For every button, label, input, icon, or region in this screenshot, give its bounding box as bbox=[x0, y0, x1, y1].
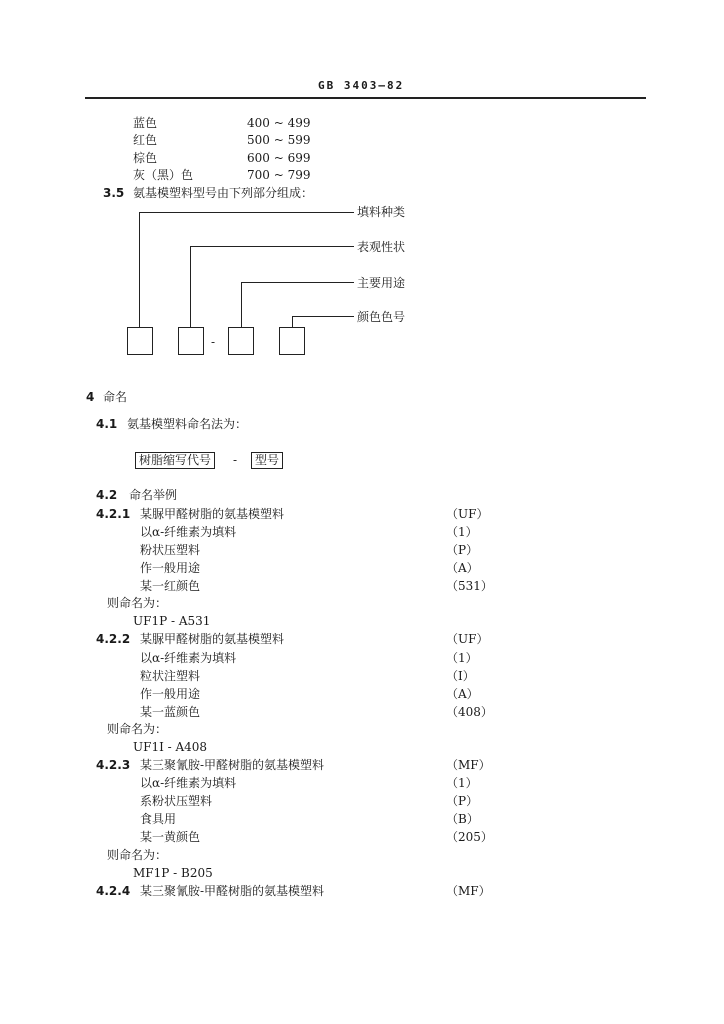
example-line: 作一般用途 bbox=[140, 561, 201, 575]
example-line: 某三聚氰胺-甲醛树脂的氨基模塑料 bbox=[140, 884, 325, 898]
example-line: 作一般用途 bbox=[140, 687, 201, 701]
example-number: 4.2.1 bbox=[96, 507, 131, 521]
result-label: 则命名为： bbox=[107, 596, 168, 610]
example-line: 以α-纤维素为填料 bbox=[140, 776, 237, 790]
section-number: 4.2 bbox=[96, 488, 118, 502]
result-code: MF1P - B205 bbox=[133, 866, 213, 880]
example-code: （408） bbox=[446, 705, 493, 719]
example-code: （UF） bbox=[446, 507, 489, 521]
example-code: （A） bbox=[446, 687, 479, 701]
example-code: （MF） bbox=[446, 758, 491, 772]
example-line: 某一黄颜色 bbox=[140, 830, 201, 844]
example-number: 4.2.4 bbox=[96, 884, 131, 898]
diagram-dash: - bbox=[211, 335, 216, 349]
example-code: （A） bbox=[446, 561, 479, 575]
formula-resin-code: 树脂缩写代号 bbox=[135, 452, 215, 469]
example-code: （MF） bbox=[446, 884, 491, 898]
result-label: 则命名为： bbox=[107, 848, 168, 862]
color-name: 灰（黑）色 bbox=[133, 168, 194, 182]
example-line: 以α-纤维素为填料 bbox=[140, 525, 237, 539]
leader-line bbox=[241, 282, 242, 327]
example-line: 以α-纤维素为填料 bbox=[140, 651, 237, 665]
color-name: 红色 bbox=[133, 133, 158, 147]
section-number: 3.5 bbox=[103, 186, 125, 200]
color-name: 棕色 bbox=[133, 151, 158, 165]
leader-line bbox=[292, 316, 293, 327]
example-line: 某三聚氰胺-甲醛树脂的氨基模塑料 bbox=[140, 758, 325, 772]
example-code: （P） bbox=[446, 543, 479, 557]
section-number: 4 bbox=[86, 390, 95, 404]
leader-line bbox=[292, 316, 354, 317]
diagram-label-color: 颜色色号 bbox=[357, 310, 406, 324]
example-code: （B） bbox=[446, 812, 479, 826]
result-code: UF1I - A408 bbox=[133, 740, 208, 754]
diagram-label-use: 主要用途 bbox=[357, 276, 406, 290]
diagram-label-filler: 填料种类 bbox=[357, 205, 406, 219]
example-line: 某一蓝颜色 bbox=[140, 705, 201, 719]
leader-line bbox=[190, 246, 354, 247]
code-box-form bbox=[178, 327, 204, 355]
color-range: 600 ~ 699 bbox=[247, 151, 311, 165]
section-heading: 命名 bbox=[103, 390, 128, 404]
example-code: （531） bbox=[446, 579, 493, 593]
example-code: （1） bbox=[446, 651, 478, 665]
example-code: （I） bbox=[446, 669, 475, 683]
section-text: 命名举例 bbox=[129, 488, 178, 502]
example-line: 某脲甲醛树脂的氨基模塑料 bbox=[140, 632, 285, 646]
example-line: 粉状压塑料 bbox=[140, 543, 201, 557]
example-code: （205） bbox=[446, 830, 493, 844]
diagram-label-form: 表观性状 bbox=[357, 240, 406, 254]
result-label: 则命名为： bbox=[107, 722, 168, 736]
example-line: 某一红颜色 bbox=[140, 579, 201, 593]
color-range: 500 ~ 599 bbox=[247, 133, 311, 147]
example-number: 4.2.3 bbox=[96, 758, 131, 772]
leader-line bbox=[241, 282, 354, 283]
color-name: 蓝色 bbox=[133, 116, 158, 130]
example-number: 4.2.2 bbox=[96, 632, 131, 646]
example-code: （P） bbox=[446, 794, 479, 808]
example-code: （UF） bbox=[446, 632, 489, 646]
leader-line bbox=[139, 212, 140, 327]
formula-dash: - bbox=[233, 453, 238, 467]
example-code: （1） bbox=[446, 525, 478, 539]
code-box-color bbox=[279, 327, 305, 355]
header-rule bbox=[85, 97, 646, 99]
example-line: 粒状注塑料 bbox=[140, 669, 201, 683]
example-code: （1） bbox=[446, 776, 478, 790]
color-range: 700 ~ 799 bbox=[247, 168, 311, 182]
code-box-use bbox=[228, 327, 254, 355]
leader-line bbox=[190, 246, 191, 327]
formula-model: 型号 bbox=[251, 452, 283, 469]
page-header: GB 3403—82 bbox=[318, 79, 405, 92]
section-text: 氨基模塑料型号由下列部分组成： bbox=[133, 186, 314, 200]
code-box-filler bbox=[127, 327, 153, 355]
example-line: 食具用 bbox=[140, 812, 177, 826]
example-line: 系粉状压塑料 bbox=[140, 794, 213, 808]
leader-line bbox=[139, 212, 354, 213]
section-text: 氨基模塑料命名法为： bbox=[127, 417, 248, 431]
result-code: UF1P - A531 bbox=[133, 614, 211, 628]
section-number: 4.1 bbox=[96, 417, 118, 431]
color-range: 400 ~ 499 bbox=[247, 116, 311, 130]
example-line: 某脲甲醛树脂的氨基模塑料 bbox=[140, 507, 285, 521]
